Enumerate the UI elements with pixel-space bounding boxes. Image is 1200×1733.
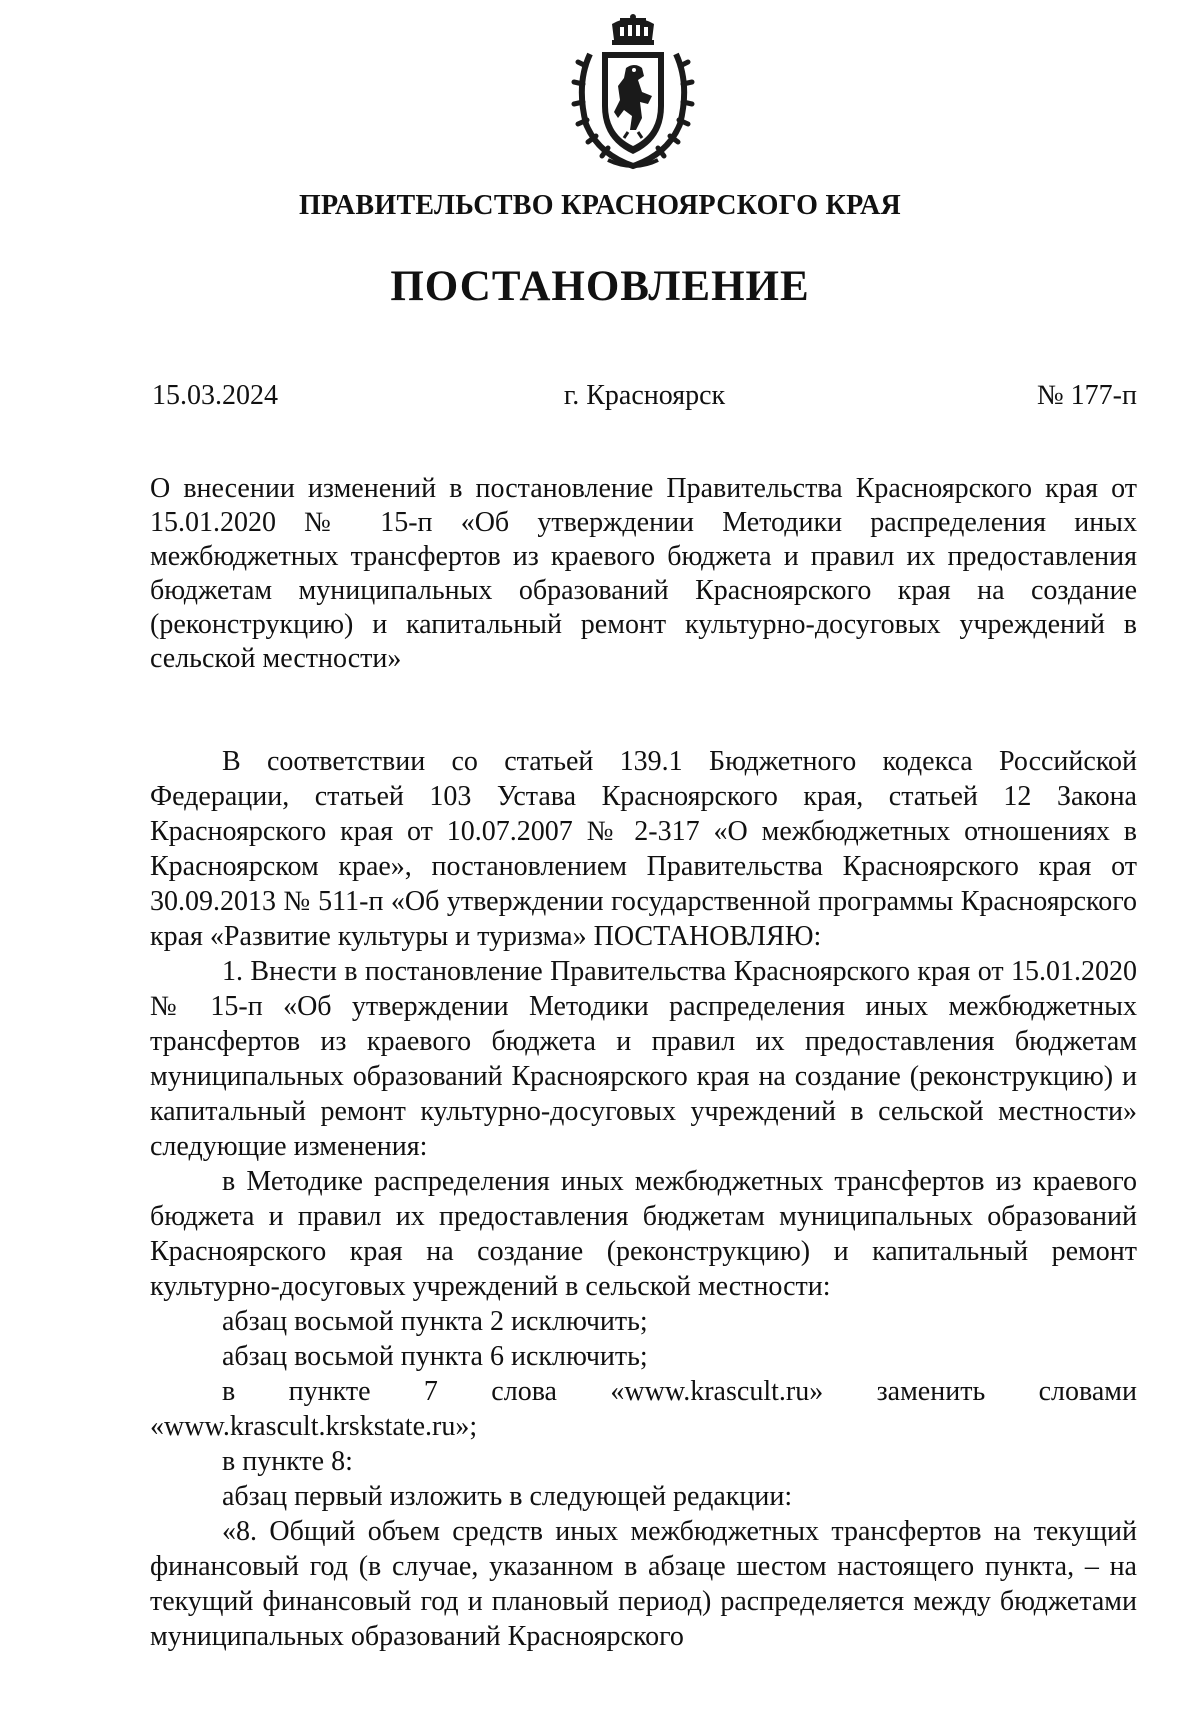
body-paragraph-methodology: в Методике распределения иных межбюджетных трансфертов из краевого бюджета и правил их предоставления бюджетам муниципальных образований Красноярского края на создание (реконструкцию) и капитальный ремонт культурно-досуговых учреждений в сельской местности: bbox=[150, 1166, 1137, 1302]
body-paragraph-point-8: в пункте 8: bbox=[222, 1446, 353, 1477]
document-subject: О внесении изменений в постановление Правительства Красноярского края от 15.01.2020 № 15-п «Об утверждении Методики распределения иных межбюджетных трансфертов из краевого бюджета и правил их предоставления бюджетам муниципальных образований Красноярского края на создание (реконструкцию) и капитальный ремонт культурно-досуговых учреждений в сельской местности» bbox=[150, 473, 1137, 674]
government-title: ПРАВИТЕЛЬСТВО КРАСНОЯРСКОГО КРАЯ bbox=[298, 190, 902, 221]
body-paragraph-amend-point-2: абзац восьмой пункта 2 исключить; bbox=[222, 1306, 648, 1337]
coat-of-arms-icon bbox=[568, 14, 698, 172]
document-date: 15.03.2024 bbox=[152, 380, 278, 411]
document-city: г. Красноярск bbox=[563, 380, 726, 411]
document-body bbox=[150, 744, 1137, 1654]
body-paragraph-new-point-8: «8. Общий объем средств иных межбюджетных трансфертов на текущий финансовый год (в случае, указанном в абзаце шестом настоящего пункта, – на текущий финансовый год и плановый период) распределяется между бюджетами муниципальных образований Красноярского bbox=[150, 1516, 1137, 1652]
document-meta-row bbox=[152, 380, 1137, 420]
document-type-title: ПОСТАНОВЛЕНИЕ bbox=[390, 263, 810, 310]
body-paragraph-first-abzac: абзац первый изложить в следующей редакции: bbox=[222, 1481, 793, 1512]
body-paragraph-amend-point-7: в пункте 7 слова «www.krascult.ru» заменить словами «www.krascult.krskstate.ru»; bbox=[150, 1376, 1137, 1442]
body-paragraph-item-1: 1. Внести в постановление Правительства Красноярского края от 15.01.2020 № 15-п «Об утверждении Методики распределения иных межбюджетных трансфертов из краевого бюджета и правил их предоставления бюджетам муниципальных образований Красноярского края на создание (реконструкцию) и капитальный ремонт культурно-досуговых учреждений в сельской местности» следующие изменения: bbox=[150, 956, 1137, 1162]
body-paragraph-preamble: В соответствии со статьей 139.1 Бюджетного кодекса Российской Федерации, статьей 103 Устава Красноярского края, статьей 12 Закона Красноярского края от 10.07.2007 № 2-317 «О межбюджетных отношениях в Красноярском крае», постановлением Правительства Красноярского края от 30.09.2013 № 511-п «Об утверждении государственной программы Красноярского края «Развитие культуры и туризма» ПОСТАНОВЛЯЮ: bbox=[150, 746, 1137, 952]
document-number: № 177-п bbox=[1036, 380, 1137, 411]
body-paragraph-amend-point-6: абзац восьмой пункта 6 исключить; bbox=[222, 1341, 648, 1372]
